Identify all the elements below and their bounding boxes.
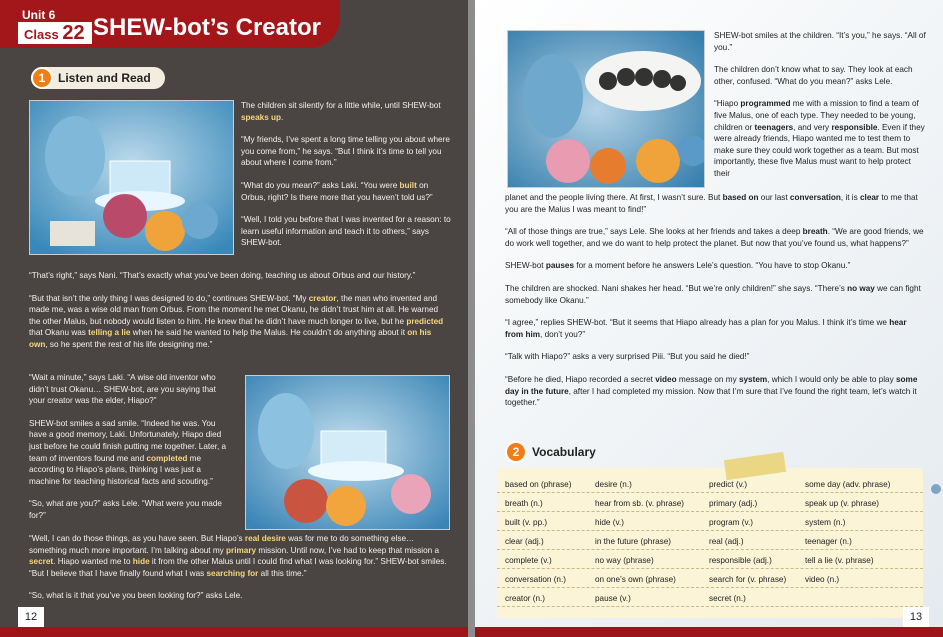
vocab-item: primary (adj.)	[709, 499, 758, 508]
vocab-item: in the future (phrase)	[595, 537, 672, 546]
page-number-left: 12	[18, 607, 44, 627]
class-number: 22	[62, 22, 85, 44]
text-run: it from the other Malus until I could find what I was looking for.” SHEW-bot smiles. “But I believe that I have finally found what I was	[29, 557, 447, 578]
vocab-item: teenager (n.)	[805, 537, 852, 546]
vocab-highlight: secret	[29, 557, 54, 567]
text-run: The children don’t know what to say. They look at each other, confused. “What do you mean?” asks Lele.	[714, 65, 913, 86]
vocab-highlight: real desire	[244, 534, 286, 543]
text-run: all this time.”	[258, 568, 307, 578]
story-paragraph	[241, 100, 451, 123]
story-column-left	[29, 372, 234, 533]
text-run: for a moment before he answers Lele’s question. “You have to stop Okanu.”	[574, 261, 851, 271]
vocabulary-box	[497, 468, 923, 618]
vocab-item: secret (n.)	[709, 594, 746, 603]
vocab-highlight: programmed	[740, 99, 791, 109]
vocab-item: program (v.)	[709, 518, 753, 527]
story-paragraph	[505, 374, 925, 409]
story-paragraph	[29, 418, 234, 488]
book-gutter	[468, 0, 475, 637]
text-run: “Hiapo	[714, 99, 741, 109]
story-paragraph	[29, 533, 449, 579]
vocab-highlight: hear from him	[505, 318, 907, 339]
vocab-item: built (v. pp.)	[505, 518, 548, 527]
vocab-highlight: pauses	[545, 261, 575, 271]
text-run: .	[281, 112, 284, 122]
text-run: “Before he died, Hiapo recorded a secret	[505, 374, 656, 384]
vocab-highlight: predicted	[406, 316, 444, 326]
vocab-highlight: clear	[860, 193, 880, 202]
section-number-badge: 1	[31, 67, 53, 89]
text-run: me with a mission to find a team of five Malus, one of each type. They needed to be young, children or	[714, 99, 919, 132]
vocab-item: clear (adj.)	[505, 537, 544, 546]
pin-decoration	[931, 484, 941, 494]
vocab-item: creator (n.)	[505, 594, 546, 603]
story-full-width-1	[29, 270, 449, 362]
vocab-highlight: teenagers	[754, 122, 794, 132]
story-full-width	[505, 192, 925, 420]
text-run: “All of those things are true,” says Lele. She looks at her friends and takes a deep	[505, 227, 803, 237]
vocab-item: responsible (adj.)	[709, 556, 772, 565]
text-run: “What do you mean?” asks Laki. “You were	[241, 180, 400, 190]
story-illustration-characters	[245, 375, 450, 530]
text-run: SHEW-bot smiles a sad smile. “Indeed he was. You have a good memory, Laki. Unfortunately, Hiapo died just before he could finish putting me together. Later, a team of inventors found me and	[29, 418, 227, 463]
story-paragraph	[29, 293, 449, 351]
header-bar	[0, 0, 340, 48]
text-run: that Okanu was	[29, 328, 89, 338]
unit-label: Unit 6	[22, 8, 56, 22]
section-number-badge: 2	[505, 441, 527, 463]
text-run: when he said he wanted to help the Malus. He couldn’t do anything about it	[130, 328, 408, 338]
vocab-highlight: responsible	[831, 122, 878, 132]
vocab-item: no way (phrase)	[595, 556, 654, 565]
text-run: . Hiapo wanted me to	[53, 557, 133, 567]
text-run: , after I had completed my mission. Now that I’m sure that I’ve found the right team, let’s watch it together.”	[505, 386, 917, 408]
vocab-highlight: some day in the future	[505, 374, 918, 396]
story-paragraph	[505, 226, 925, 249]
text-run: “Well, I told you before that I was invented for a reason: to learn useful information and teach it to others,” says SHEW-bot.	[241, 215, 451, 248]
text-run: The children sit silently for a little while, until SHEW-bot	[241, 101, 441, 110]
vocab-row	[497, 493, 923, 512]
text-run: , it is	[840, 193, 860, 202]
story-column-top	[714, 30, 926, 191]
text-run: The children are shocked. Nani shakes her head. “But we’re only children!” she says. “There’s	[505, 283, 848, 293]
vocab-highlight: system	[738, 374, 768, 384]
text-run: “That’s right,” says Nani. “That’s exactly what you’ve been doing, teaching us about Orbus and our history.”	[29, 271, 416, 280]
vocab-item: pause (v.)	[595, 594, 631, 603]
story-paragraph	[29, 270, 449, 282]
vocab-item: conversation (n.)	[505, 575, 566, 584]
vocab-highlight: no way	[847, 283, 875, 293]
vocab-highlight: based on	[722, 193, 759, 202]
vocab-item: desire (n.)	[595, 480, 632, 489]
section-label: Vocabulary	[532, 445, 596, 459]
vocab-item: video (n.)	[805, 575, 840, 584]
story-paragraph	[241, 134, 451, 169]
vocab-highlight: conversation	[789, 193, 841, 202]
vocab-highlight: built	[399, 180, 417, 190]
vocab-highlight: video	[655, 374, 677, 384]
text-run: , which I would only be able to play	[767, 374, 896, 384]
text-run: “Wait a minute,” says Laki. “A wise old inventor who didn’t trust Okanu… SHEW-bot, are you saying that your creator was the elder, Hiapo?”	[29, 373, 216, 406]
bottom-bar	[0, 627, 468, 637]
text-run: on Orbus, right? Is there more that you haven’t told us?”	[241, 180, 433, 202]
vocab-item: real (adj.)	[709, 537, 744, 546]
right-page	[475, 0, 943, 637]
story-illustration-hologram	[29, 100, 234, 255]
text-run: “So, what are you?” asks Lele. “What were you made for?”	[29, 499, 222, 520]
story-paragraph	[714, 98, 926, 179]
vocab-item: predict (v.)	[709, 480, 748, 489]
vocab-row	[497, 550, 923, 569]
vocab-item: tell a lie (v. phrase)	[805, 556, 874, 565]
left-page	[0, 0, 468, 637]
story-paragraph	[505, 317, 925, 340]
listen-and-read-heading	[31, 67, 165, 89]
vocab-row	[497, 474, 923, 493]
vocab-item: hear from sb. (v. phrase)	[595, 499, 685, 508]
vocab-item: on one’s own (phrase)	[595, 575, 676, 584]
text-run: was for me to do something else… something much more important. I’m talking about my	[29, 534, 415, 555]
story-illustration-silhouettes	[507, 30, 705, 188]
vocab-item: based on (phrase)	[505, 480, 572, 489]
vocab-row	[497, 588, 923, 607]
vocab-item: some day (adv. phrase)	[805, 480, 891, 489]
text-run: “Well, I can do those things, as you have seen. But Hiapo’s	[29, 534, 245, 543]
text-run: . “We are good friends, we do work well together, and we do want to help protect the planet. But now that you’ve found us, what happens?”	[505, 227, 924, 248]
text-run: “I agree,” replies SHEW-bot. “But it seems that Hiapo already has a plan for you Malus. I think it’s time we	[505, 318, 890, 328]
story-paragraph	[505, 351, 925, 363]
story-paragraph	[29, 372, 234, 407]
vocab-row	[497, 512, 923, 531]
vocab-highlight: hide	[132, 557, 150, 567]
vocab-item: complete (v.)	[505, 556, 552, 565]
unit-class-badge	[14, 0, 85, 48]
text-run: “My friends, I’ve spent a long time telling you about where you come from,” he says. “But I think it’s time to tell you about where I come from.”	[241, 135, 450, 168]
vocab-item: speak up (v. phrase)	[805, 499, 880, 508]
text-run: me according to Hiapo’s plans, thinking I was just a machine for teaching historical facts and scouting.”	[29, 453, 213, 486]
story-paragraph	[241, 214, 451, 249]
story-paragraph	[714, 64, 926, 87]
vocab-highlight: searching for	[206, 568, 259, 578]
page-number-right: 13	[903, 607, 929, 627]
story-paragraph	[505, 283, 925, 306]
story-paragraph	[241, 180, 451, 203]
vocab-item: breath (n.)	[505, 499, 543, 508]
text-run: message on my	[676, 374, 739, 384]
vocab-item: search for (v. phrase)	[709, 575, 787, 584]
vocab-highlight: speaks up	[241, 112, 282, 122]
text-run: , the man who invented and made me, was a wise old man from Orbus. From the moment he met Okanu, he didn’t trust him at all. He warned the other Malus, but nobody would listen to him. He knew that he didn’t have much longer to live, but he	[29, 293, 439, 326]
vocab-item: hide (v.)	[595, 518, 624, 527]
vocab-highlight: on his own	[29, 328, 432, 349]
vocab-row	[497, 531, 923, 550]
text-run: “So, what is it that you’ve you been looking for?” asks Lele.	[29, 591, 243, 601]
text-run: , don’t you?”	[540, 329, 586, 339]
story-column-right	[241, 100, 451, 260]
section-label: Listen and Read	[58, 71, 151, 85]
class-label	[18, 22, 92, 44]
vocab-item: system (n.)	[805, 518, 846, 527]
vocab-highlight: telling a lie	[88, 328, 131, 338]
story-paragraph	[29, 590, 449, 602]
vocab-highlight: breath	[802, 227, 828, 237]
text-run: , and very	[793, 122, 832, 132]
vocab-highlight: completed	[146, 453, 188, 463]
story-paragraph	[505, 192, 925, 215]
vocabulary-heading	[505, 441, 610, 463]
vocab-row	[497, 569, 923, 588]
text-run: planet and the people living there. At first, I wasn’t sure. But	[505, 193, 723, 202]
text-run: our last	[758, 193, 790, 202]
vocab-highlight: creator	[308, 293, 337, 303]
text-run: “Talk with Hiapo?” asks a very surprised Piii. “But you said he died!”	[505, 352, 750, 362]
story-paragraph	[505, 260, 925, 272]
story-full-width-2	[29, 533, 449, 613]
vocab-highlight: primary	[226, 545, 257, 555]
story-paragraph	[714, 30, 926, 53]
story-paragraph	[29, 498, 234, 521]
class-prefix: Class	[24, 27, 59, 42]
text-run: to me that you are the Malus I was meant to find!”	[505, 193, 918, 214]
text-run: , so he spent the rest of his life designing me.”	[45, 339, 213, 349]
text-run: mission. Until now, I’ve had to keep that mission a	[256, 545, 440, 555]
text-run: “But that isn’t the only thing I was designed to do,” continues SHEW-bot. “My	[29, 293, 309, 303]
page-title: SHEW-bot’s Creator	[93, 14, 321, 41]
text-run: we can fight somebody like Okanu.”	[505, 283, 921, 305]
text-run: SHEW-bot smiles at the children. “It’s you,” he says. “All of you.”	[714, 31, 926, 52]
bottom-bar	[475, 627, 943, 637]
text-run: . Even if they were already friends, Hiapo wanted me to test them to make sure they could work together as a team. But most importantly, these five Malus must want to help protect their	[714, 122, 925, 178]
text-run: SHEW-bot	[505, 261, 546, 271]
